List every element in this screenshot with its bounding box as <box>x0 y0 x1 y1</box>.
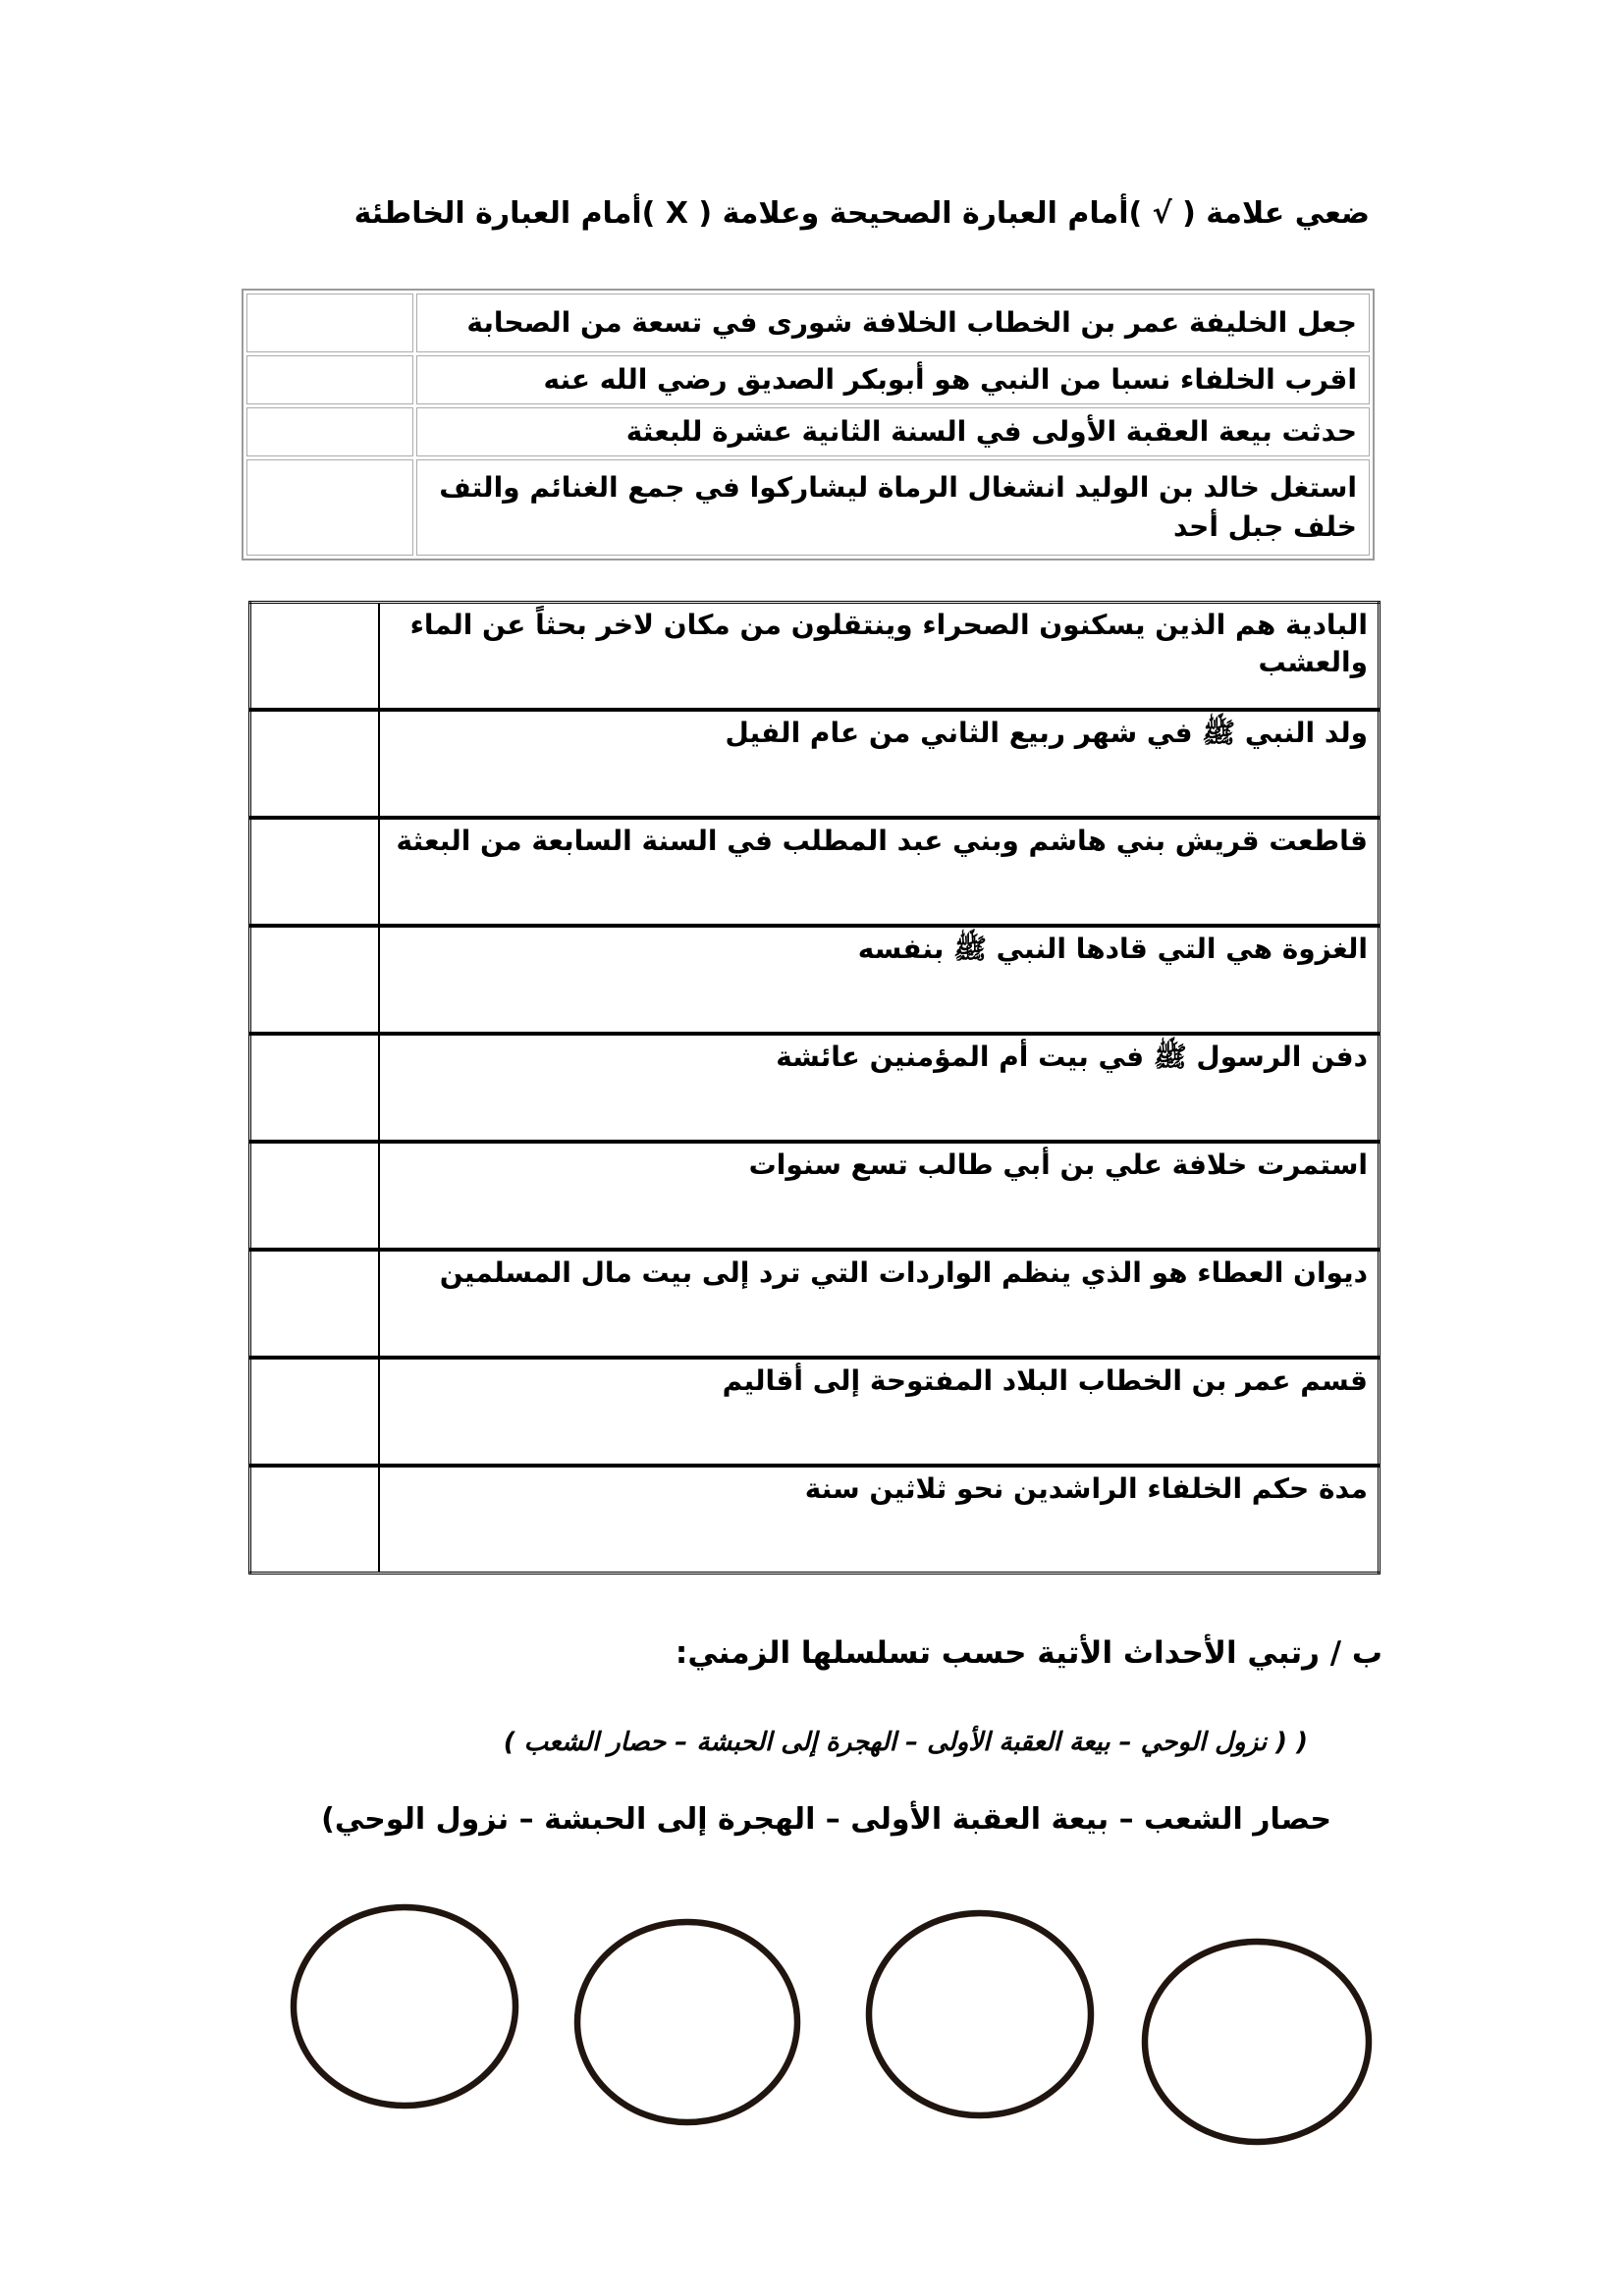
events-list-text: ( ( نزول الوحي – بيعة العقبة الأولى – الهجرة إلى الحبشة – حصار الشعب ) <box>503 1728 1308 1757</box>
answer-cell[interactable] <box>246 355 413 404</box>
statement-text: استمرت خلافة علي بن أبي طالب تسع سنوات <box>379 1142 1380 1250</box>
table-row <box>250 926 1380 1034</box>
table-row <box>246 407 1370 456</box>
answer-cell[interactable] <box>246 459 413 556</box>
statement-text: مدة حكم الخلفاء الراشدين نحو ثلاثين سنة <box>379 1466 1380 1574</box>
section-b-heading: ب / رتبي الأحداث الأتية حسب تسلسلها الزمني: <box>675 1635 1382 1671</box>
statement-text: قسم عمر بن الخطاب البلاد المفتوحة إلى أقاليم <box>379 1358 1380 1466</box>
statement-text: ولد النبي ﷺ في شهر ربيع الثاني من عام الفيل <box>379 710 1380 818</box>
statement-text: اقرب الخلفاء نسبا من النبي هو أبوبكر الصديق رضي الله عنه <box>416 355 1370 404</box>
answer-cell[interactable] <box>250 1250 380 1358</box>
sequence-circles <box>265 1890 1404 2155</box>
answer-cell[interactable] <box>250 603 380 711</box>
page-title: ضعي علامة ( √ )أمام العبارة الصحيحة وعلامة ( X )أمام العبارة الخاطئة <box>353 196 1370 231</box>
answer-cell[interactable] <box>250 1034 380 1142</box>
answer-cell[interactable] <box>250 1142 380 1250</box>
table-row <box>250 710 1380 818</box>
statement-text: استغل خالد بن الوليد انشغال الرماة ليشاركوا في جمع الغنائم والتف خلف جبل أحد <box>416 459 1370 556</box>
sequence-circle-1[interactable] <box>294 1907 515 2106</box>
true-false-table-2 <box>248 601 1380 1575</box>
statement-text: جعل الخليفة عمر بن الخطاب الخلافة شورى في تسعة من الصحابة <box>416 294 1370 352</box>
statement-text: قاطعت قريش بني هاشم وبني عبد المطلب في السنة السابعة من البعثة <box>379 818 1380 926</box>
statement-text: ديوان العطاء هو الذي ينظم الواردات التي ترد إلى بيت مال المسلمين <box>379 1250 1380 1358</box>
sequence-circle-3[interactable] <box>869 1913 1091 2115</box>
table-row <box>246 355 1370 404</box>
statement-text: الغزوة هي التي قادها النبي ﷺ بنفسه <box>379 926 1380 1034</box>
answer-cell[interactable] <box>250 1358 380 1466</box>
answer-cell[interactable] <box>250 926 380 1034</box>
statement-text: حدثت بيعة العقبة الأولى في السنة الثانية عشرة للبعثة <box>416 407 1370 456</box>
statement-text: البادية هم الذين يسكنون الصحراء وينتقلون من مكان لاخر بحثاً عن الماء والعشب <box>409 609 1368 678</box>
table-row <box>250 1142 1380 1250</box>
answer-cell[interactable] <box>246 294 413 352</box>
answer-cell[interactable] <box>250 710 380 818</box>
table-row <box>250 1250 1380 1358</box>
sequence-circle-4[interactable] <box>1145 1942 1369 2142</box>
table-row <box>250 1358 1380 1466</box>
table-row <box>246 459 1370 556</box>
answer-cell[interactable] <box>250 1466 380 1574</box>
table-row <box>250 1466 1380 1574</box>
answer-sequence-text: حصار الشعب – بيعة العقبة الأولى – الهجرة إلى الحبشة – نزول الوحي) <box>321 1802 1331 1837</box>
table-row <box>250 818 1380 926</box>
table-row <box>250 1034 1380 1142</box>
sequence-circle-2[interactable] <box>577 1922 797 2122</box>
table-row <box>246 294 1370 352</box>
answer-cell[interactable] <box>246 407 413 456</box>
statement-text: دفن الرسول ﷺ في بيت أم المؤمنين عائشة <box>379 1034 1380 1142</box>
true-false-table-1 <box>242 289 1375 561</box>
answer-cell[interactable] <box>250 818 380 926</box>
table-row <box>250 603 1380 711</box>
